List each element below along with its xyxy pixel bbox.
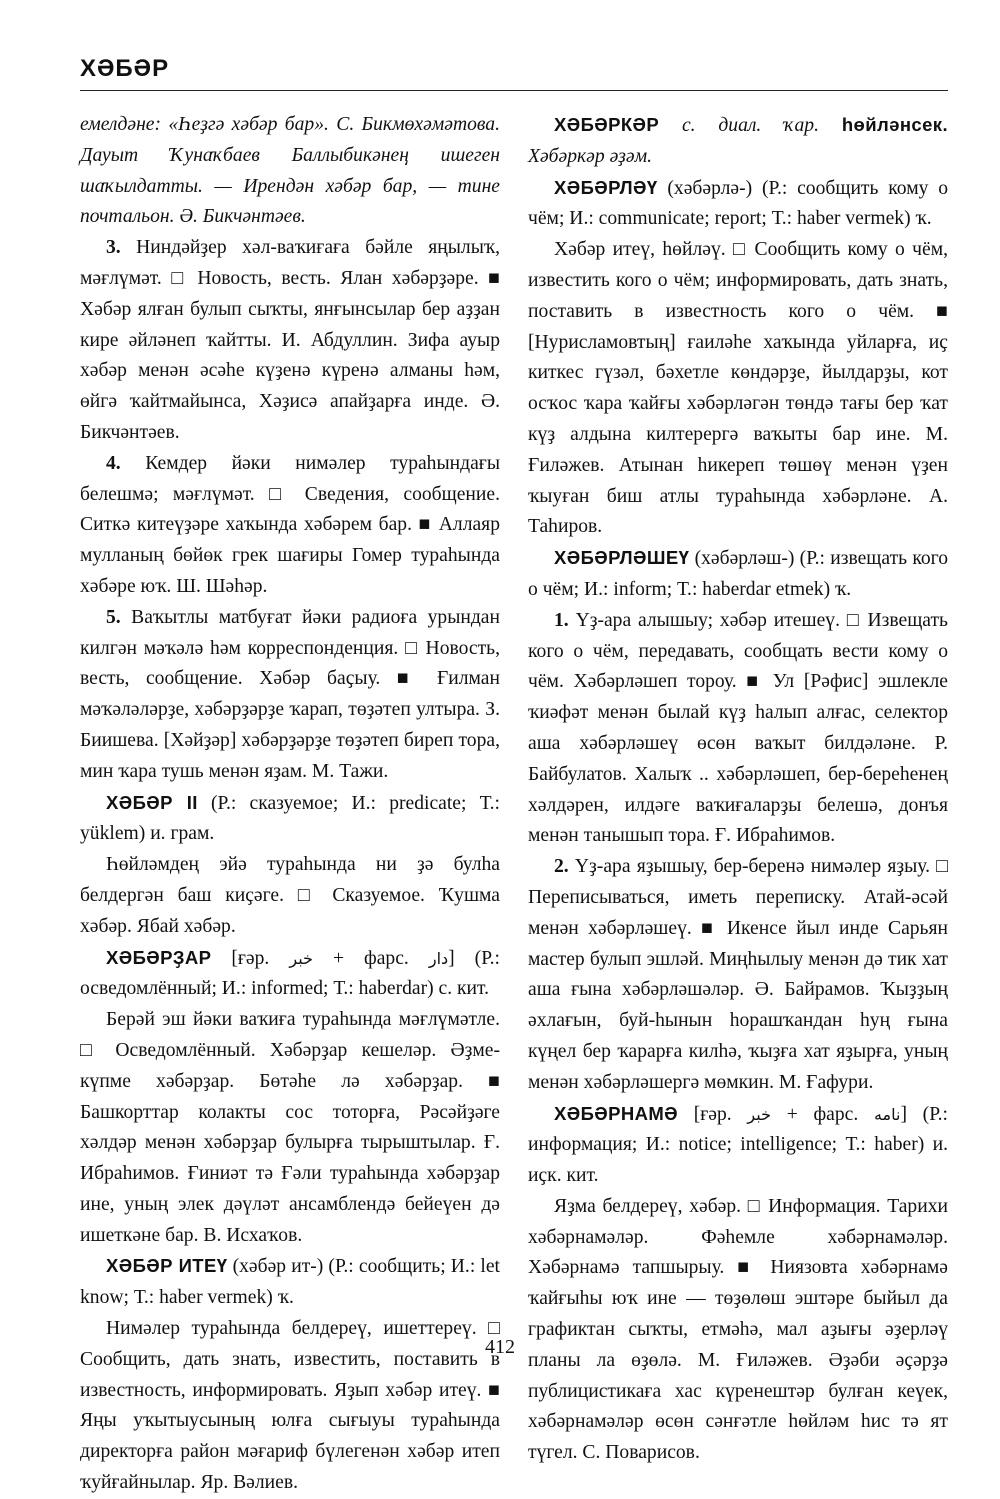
sense-text: Үҙ-ара яҙышыу, бер-беренә нимәлер яҙыу. □ Переписываться, иметь переписку. Атай-әсәй менән хәбәрләшеү. ■ Икенсе йыл инде Сарьян мастер булып эшләй. Миңһылыу менән дә тик хат аша ғына хәбәрләшәләр. Ә. Байрамов. Ҡыҙҙың әхлағын, буй-һынын һорашҡандан һуң ғына күңел бер ҡарарға килһә, ҡыҙға хат яҙырға, уның менән хәбәрләшергә мөмкин. М. Ғафури. [528, 856, 948, 1093]
definition: Нимәлер тураһында белдереү, ишеттереү. □ Сообщить, дать знать, известить, поставить в известность, информировать. Яҙып хәбәр итеү. ■ Яңы уҡытыусының юлға сығыуы тураһында директорға район мәғариф бүлегенән хәбәр итеп ҡуйғайнылар. Яр. Вәлиев. [80, 1318, 500, 1494]
etymology-part: ] (Р.: осведомлённый; И.: informed; Т.: haberdar) с. кит. [80, 947, 501, 1000]
etymology-part: + фарс. [332, 947, 409, 969]
arabic-word: خبر [747, 1104, 771, 1124]
sense-text: Ниндәйҙер хәл-ваҡиғаға бәйле яңылыҡ, мәғлүмәт. □ Новость, весть. Ялан хәбәрҙәре. ■ Хәбәр ялған булып сыҡты, янғынсылар бер аҙҙан кире әйләнеп ҡайтты. И. Абдуллин. Зифа ауыр хәбәр менән әсәһе күҙенә күренә алманы һәм, өйгә ҡайтмайынса, Хәҙисә апайҙарға инде. Ә. Бикчәнтәев. [80, 237, 500, 443]
headword: ХӘБӘР II [106, 791, 198, 813]
headword: ХӘБӘРЛӘШЕҮ [554, 547, 690, 569]
sense-number: 1. [554, 609, 569, 631]
entry-xaberzar [80, 943, 500, 1006]
definition: Һөйләмдең эйә тураһында ни ҙә булһа белдергән баш киҫәге. □ Сказуемое. Ҡушма хәбәр. Ябай хәбәр. [80, 854, 500, 937]
sense-2 [528, 852, 948, 1098]
etymology-part: [ғәр. [693, 1103, 732, 1125]
headword: ХӘБӘРКӘР [554, 114, 660, 135]
cross-reference: һөйләнсек. [841, 114, 949, 135]
etymology-part: ] (Р.: информация; И.: notice; intelligence; Т.: haber) и. иҫк. кит. [528, 1103, 948, 1187]
right-column [528, 110, 948, 1469]
example: Хәбәркәр әҙәм. [528, 145, 653, 167]
sense-number: 4. [106, 452, 121, 474]
headword: ХӘБӘР ИТЕҮ [106, 1255, 228, 1277]
grammar-note: с. диал. ҡар. [681, 115, 819, 136]
sense-number: 2. [554, 856, 569, 878]
grammar-note: (Р.: сказуемое; И.: predicate; Т.: yüklem) и. грам. [80, 792, 500, 845]
entry-xaberleshеu [528, 543, 948, 606]
headword: ХӘБӘРНАМӘ [554, 1102, 679, 1124]
sense-number: 5. [106, 606, 121, 628]
headword: ХӘБӘРЛӘҮ [554, 176, 658, 198]
sense-5 [80, 603, 500, 788]
grammar-note: (хәбәрлә-) (Р.: сообщить кому о чём; И.: communicate; report; Т.: haber vermek) ҡ. [528, 177, 948, 230]
headword: ХӘБӘРҘАР [106, 946, 212, 968]
sense-text: Кемдер йәки нимәлер тураһындағы белешмә; мәғлүмәт. □ Сведения, сообщение. Ситкә китеүҙәре хаҡында хәбәрем бар. ■ Аллаяр мулланың бөйөк грек шағиры Гомер тураһында хәбәре юҡ. Ш. Шәһәр. [80, 452, 500, 597]
sense-3 [80, 233, 500, 449]
entry-xaberker [528, 110, 948, 173]
sense-text: Үҙ-ара алышыу; хәбәр итешеү. □ Извещать кого о чём, передавать, сообщать вести кому о чём. Хәбәрләшеп тороу. ■ Ул [Рәфис] эшлекле ҡиәфәт менән былай күҙ һалып алғас, селектор аша хәбәрләшеү өсөн ваҡыт билдәләне. Р. Байбулатов. Халыҡ .. хәбәрләшеп, бер-береһенең хәлдәрен, илдәге ваҡиғаларҙы белешә, донъя менән танышып тора. Ғ. Ибраһимов. [528, 609, 948, 847]
grammar-note: (хәбәрләш-) (Р.: извещать кого о чём; И.: inform; Т.: haberdar etmek) ҡ. [528, 548, 948, 600]
definition: Хәбәр итеү, һөйләү. □ Сообщить кому о чём, известить кого о чём; информировать, дать знать, поставить в известность кого о чём. ■ [Нурисламовтың] ғаиләһе хаҡында уйларға, иҫ киткес гүзәл, бәхетле көндәрҙе, йылдарҙы, кот осҡос ҡара ҡайғы хәбәрләгән төндә тағы бер ҡат күҙ алдына килтерергә ваҡыты бар ине. М. Ғиләжев. Атынан һикереп төшөү менән үҙен ҡыуған биш атлы тураһында хәбәрләне. А. Таһиров. [528, 239, 948, 538]
entry-xaber-iteu [80, 1251, 500, 1314]
etymology-part: [ғәр. [231, 947, 270, 969]
entry-xaberleu [528, 173, 948, 236]
arabic-word: نامه [873, 1104, 901, 1124]
running-header-title: ХӘБӘР [80, 55, 170, 82]
sense-number: 3. [106, 237, 121, 259]
grammar-note: (хәбәр ит-) (Р.: сообщить; И.: let know; Т.: haber vermek) ҡ. [80, 1256, 500, 1309]
arabic-word: دار [428, 948, 449, 968]
left-column [80, 110, 500, 1499]
arabic-word: خبر [289, 948, 313, 968]
sense-text: Ваҡытлы матбуғат йәки радиоға урындан килгән мәҡәлә һәм корреспонденция. □ Новость, весть, сообщение. Хәбәр баҫыу. ■ Ғилман мәҡәләләрҙе, хәбәрҙәрҙе ҡарап, төҙәтеп ултыра. З. Биишева. [Хәйҙәр] хәбәрҙәрҙе төҙәтеп биреп тора, мин ҡара тушь менән яҙам. М. Тажи. [80, 606, 500, 782]
entry-continuation: емелдәне: «Һеҙгә хәбәр бар». С. Бикмөхәмәтова. Дауыт Ҡунаҡбаев Баллыбикәнең ишеген шаҡылдатты. — Ирендән хәбәр бар, — тине почтальон. Ә. Бикчәнтәев. [80, 114, 500, 228]
definition: Яҙма белдереү, хәбәр. □ Информация. Тарихи хәбәрнамәләр. Фәһемле хәбәрнамәләр. Хәбәрнамә тапшырыу. ■ Ниязовта хәбәрнамә ҡайғыһы юҡ ине — төҙөлөш эштәре быйыл да графиктан сыҡты, етмәһә, мал аҙығы әҙерләү планы ла өҙөлә. М. Ғиләжев. Әҙәби әҫәрҙә публицистикаға хас күренештәр булған кеүек, хәбәрнамәләр өсөн сәнғәтле һөйләм һис тә ят түгел. С. Поварисов. [528, 1195, 948, 1464]
etymology-part: + фарс. [786, 1103, 859, 1125]
definition: Берәй эш йәки ваҡиға тураһында мәғлүмәтле. □ Осведомлённый. Хәбәрҙар кешеләр. Әҙме-күпме хәбәрҙар. Бөтәһе лә хәбәрҙар. ■ Башкорттар колакты сос тоторға, Рәсәйҙәге хәлдәр менән хәбәрҙар булырға тырыштылар. Ғ. Ибраһимов. Ғиниәт тә Ғәли тураһында хәбәрҙар ине, уның элек дәүләт ансамблендә бейеүен дә ишеткәне бар. В. Исхаҡов. [80, 1009, 500, 1246]
sense-4 [80, 449, 500, 603]
sense-1 [528, 606, 948, 852]
page-number: 412 [485, 1336, 515, 1358]
running-header [80, 52, 948, 91]
entry-xaber-ii [80, 788, 500, 851]
entry-xabernama [528, 1099, 948, 1192]
